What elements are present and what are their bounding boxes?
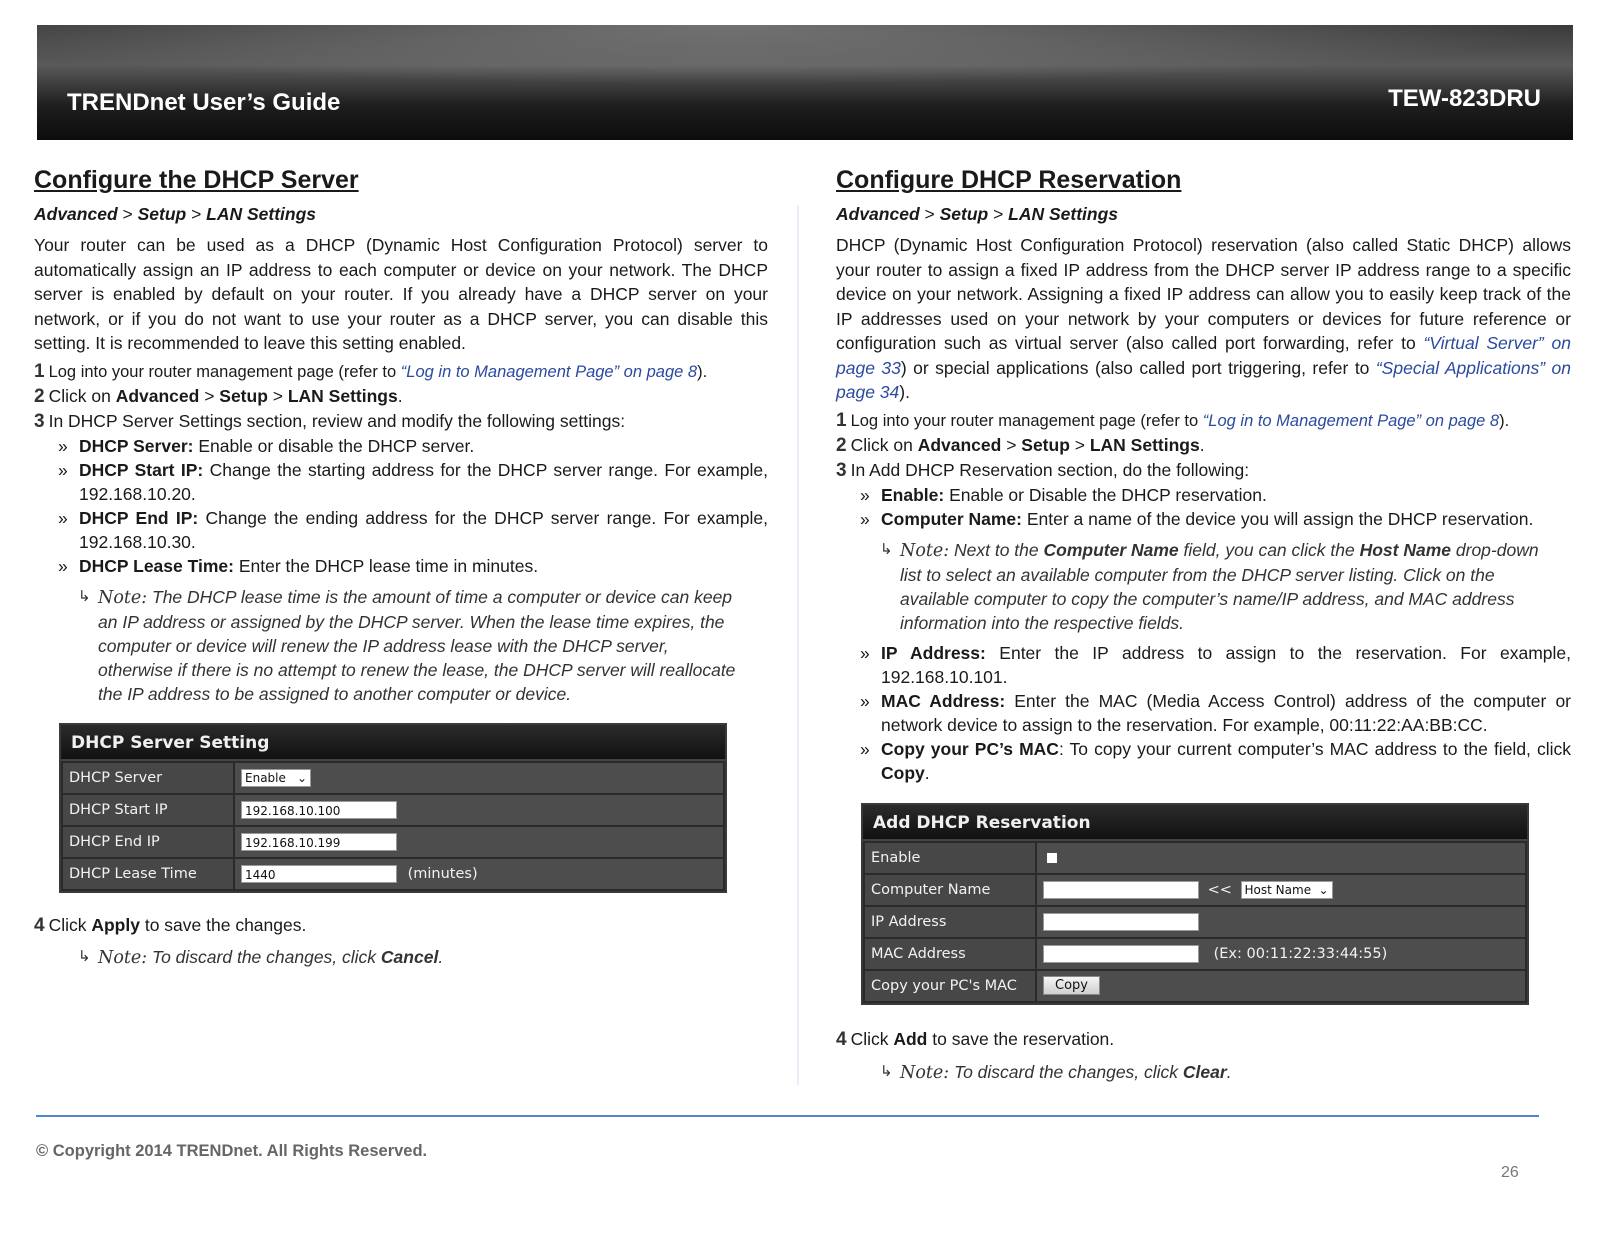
page-number: 26 — [1501, 1164, 1519, 1181]
list-item: » IP Address: Enter the IP address to assign to the reservation. For example, 192.168.10.101. — [860, 642, 1571, 687]
list-item: » Computer Name: Enter a name of the device you will assign the DHCP reservation. — [860, 508, 1534, 529]
start-ip-label: DHCP Start IP — [62, 794, 234, 826]
lease-time-input[interactable]: 1440 — [241, 865, 397, 883]
mac-format-hint: (Ex: 00:11:22:33:44:55) — [1213, 945, 1388, 962]
enable-checkbox[interactable] — [1047, 853, 1057, 863]
computer-name-label: Computer Name — [864, 874, 1036, 906]
mac-address-input[interactable] — [1043, 945, 1199, 963]
note-arrow-icon: ↳ — [880, 1062, 893, 1080]
end-ip-input[interactable]: 192.168.10.199 — [241, 833, 397, 851]
step-4: 4 Click Add to save the reservation. — [836, 1028, 1115, 1050]
note-arrow-icon: ↳ — [880, 540, 893, 558]
breadcrumb: Advanced > Setup > LAN Settings — [836, 204, 1119, 224]
list-item: » DHCP End IP: Change the ending address for the DHCP server range. For example, 192.168.10.30. — [58, 507, 768, 552]
dhcp-server-label: DHCP Server — [62, 762, 234, 794]
footer-divider — [36, 1115, 1539, 1117]
end-ip-label: DHCP End IP — [62, 826, 234, 858]
note-arrow-icon: ↳ — [78, 587, 91, 605]
minutes-unit: (minutes) — [407, 865, 478, 882]
dhcp-server-select[interactable]: Enable ⌄ — [241, 769, 311, 787]
chevron-down-icon: ⌄ — [296, 770, 307, 785]
management-page-link[interactable]: “Log in to Management Page” on page 8 — [1202, 411, 1500, 430]
section-heading: Configure DHCP Reservation — [836, 166, 1182, 194]
dhcp-server-setting-panel — [59, 723, 727, 893]
intro-paragraph: DHCP (Dynamic Host Configuration Protocol) reservation (also called Static DHCP) allows your router to assign a fixed IP address from the DHCP server IP address range to a specific device on your network. Assigning a fixed IP address can allow you to easily keep track of the IP addresses used on your network by your computers or devices for future reference or configuration such as virtual server (also called port forwarding, refer to “Virtual Server” on page 33) or special applications (also called port triggering, refer to “Special Applications” on page 34). — [836, 235, 1571, 402]
mac-address-label: MAC Address — [864, 938, 1036, 970]
ip-address-input[interactable] — [1043, 913, 1199, 931]
step-3: 3 In Add DHCP Reservation section, do the following: — [836, 459, 1250, 481]
step-3: 3 In DHCP Server Settings section, review and modify the following settings: — [34, 410, 626, 432]
breadcrumb: Advanced > Setup > LAN Settings — [34, 204, 317, 224]
list-item: » DHCP Lease Time: Enter the DHCP lease time in minutes. — [58, 555, 539, 576]
step-1: 1 Log into your router management page (refer to “Log in to Management Page” on page 8). — [34, 360, 708, 382]
lease-time-label: DHCP Lease Time — [62, 858, 234, 890]
computer-name-note: ↳ Note: Next to the Computer Name field, you can click the Host Name drop-down list to select an available computer from the DHCP server listing. Click on the available computer to copy the computer’s name/IP address, and MAC address information into the respective fields. — [880, 539, 1539, 633]
step-4: 4 Click Apply to save the changes. — [34, 914, 307, 936]
intro-paragraph: Your router can be used as a DHCP (Dynamic Host Configuration Protocol) server to automatically assign an IP address to each computer or device on your network. The DHCP server is enabled by default on your router. If you already have a DHCP server on your network, or if you do not want to use your router as a DHCP server, you can disable this setting. It is recommended to leave this setting enabled. — [34, 235, 768, 353]
list-item: » MAC Address: Enter the MAC (Media Access Control) address of the computer or network device to assign to the reservation. For example, 00:11:22:AA:BB:CC. — [860, 690, 1572, 735]
step-1: 1 Log into your router management page (refer to “Log in to Management Page” on page 8). — [836, 409, 1510, 431]
reservation-list-continued — [836, 641, 1571, 785]
discard-note: ↳ Note: To discard the changes, click Cancel. — [78, 946, 444, 968]
list-item: » DHCP Start IP: Change the starting address for the DHCP server range. For example, 192.168.10.20. — [58, 459, 768, 504]
model-number: TEW-823DRU — [1388, 85, 1541, 112]
chevron-down-icon: ⌄ — [1318, 882, 1329, 897]
management-page-link[interactable]: “Log in to Management Page” on page 8 — [400, 362, 698, 381]
settings-list — [34, 434, 768, 578]
guide-title: TRENDnet User’s Guide — [67, 89, 341, 116]
discard-note: ↳ Note: To discard the changes, click Clear. — [880, 1061, 1232, 1083]
start-ip-input[interactable]: 192.168.10.100 — [241, 801, 397, 819]
step-2: 2 Click on Advanced > Setup > LAN Settings. — [34, 385, 403, 407]
list-item: » Enable: Enable or Disable the DHCP reservation. — [860, 484, 1267, 505]
copy-button[interactable]: Copy — [1043, 976, 1100, 995]
right-column — [836, 166, 1571, 1085]
step-2: 2 Click on Advanced > Setup > LAN Settings. — [836, 434, 1205, 456]
left-column — [34, 166, 768, 970]
host-name-select[interactable]: Host Name ⌄ — [1241, 881, 1333, 899]
special-applications-link[interactable]: “Special Applications” on page 34 — [836, 357, 1571, 402]
copy-arrows: << — [1207, 881, 1232, 898]
copy-mac-label: Copy your PC's MAC — [864, 970, 1036, 1002]
panel-title: DHCP Server Setting — [61, 725, 725, 761]
add-dhcp-reservation-panel — [861, 803, 1529, 1005]
computer-name-input[interactable] — [1043, 881, 1199, 899]
virtual-server-link[interactable]: “Virtual Server” on page 33 — [836, 333, 1571, 378]
note-arrow-icon: ↳ — [78, 947, 91, 965]
enable-label: Enable — [864, 842, 1036, 874]
header-banner — [37, 25, 1573, 140]
section-heading: Configure the DHCP Server — [34, 166, 359, 194]
copyright: © Copyright 2014 TRENDnet. All Rights Reserved. — [36, 1142, 428, 1160]
ip-address-label: IP Address — [864, 906, 1036, 938]
list-item: » DHCP Server: Enable or disable the DHCP server. — [58, 435, 475, 456]
panel-title: Add DHCP Reservation — [863, 805, 1527, 841]
column-divider — [797, 205, 799, 1085]
reservation-list — [836, 483, 1571, 531]
lease-time-note: ↳ Note: The DHCP lease time is the amount of time a computer or device can keep an IP address or assigned by the DHCP server. When the lease time expires, the computer or device will renew the IP address lease with the DHCP server, otherwise if there is no attempt to renew the lease, the DHCP server will reallocate the IP address to be assigned to another computer or device. — [78, 586, 736, 704]
list-item: » Copy your PC’s MAC: To copy your current computer’s MAC address to the field, click Copy. — [860, 738, 1571, 783]
